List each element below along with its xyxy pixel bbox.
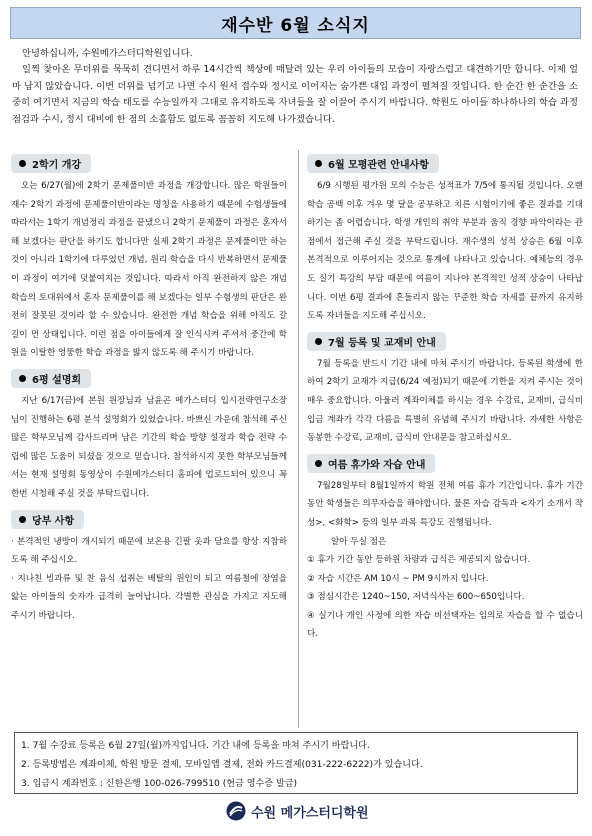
vacation-subtitle: 알아 두실 점은 xyxy=(331,536,387,547)
column-divider xyxy=(298,150,299,728)
section-heading-requests: 당부 사항 xyxy=(11,510,84,529)
title-bar xyxy=(10,7,581,39)
semester2-body: 오는 6/27(월)에 2학기 문제풀이반 과정을 개강합니다. 많은 학원들이 재수 2학기 과정에 문제풀이반이라는 명칭을 사용하기 때문에 수험생들에 따라서는 1학기 개념정리 과정을 끝냈으니 2학기 문제풀이 과정은 혼자서 해 보겠다는 판단을 하기도 합니다만 실제 2학기 과정은 문제풀이만 하는 것이 아니라 1학기에 다루었던 개념, 원리 학습을 다시 반복하면서 문제풀이 과정이 여기에 덧붙여지는 것입니다. 따라서 아직 완전하지 않은 개념 학습의 토대위에서 혼자 문제풀이를 해 보겠다는 일부 수험생의 판단은 완전히 잘못된 것이라 할 수 있습니다. 완전한 개념 학습을 위해 아직도 갈 길이 먼 상태입니다. 이런 점을 아이들에게 잘 인식시켜 주셔서 중간에 학원을 이탈한 엉뚱한 학습 과정을 밟지 않도록 해 주시기 바랍니다. xyxy=(11,181,287,359)
logo-text: 수원 메가스터디학원 xyxy=(251,805,369,821)
section-heading-vacation: 여름 휴가와 자습 안내 xyxy=(307,454,435,473)
bullet-icon xyxy=(315,160,322,167)
section-heading-seminar: 6평 설명회 xyxy=(11,369,91,388)
requests-body xyxy=(11,533,287,626)
bullet-icon xyxy=(315,338,322,345)
right-column xyxy=(307,152,583,648)
bullet-icon xyxy=(19,516,26,523)
vacation-item: ③ 점심시간은 1240~150, 저녁식사는 600~650입니다. xyxy=(307,592,525,603)
page-title: 재수반 6월 소식지 xyxy=(221,15,370,36)
intro xyxy=(12,46,578,128)
request-item: · 지나친 빙과류 및 찬 음식 섭취는 배탈의 원인이 되고 여름철에 장염을 앓는 아이들의 숫자가 급격히 늘어납니다. 각별한 관심을 가지고 지도해 주시기 바랍니다. xyxy=(11,573,287,621)
vacation-item: ② 자습 시간은 AM 10시 ~ PM 9시까지 입니다. xyxy=(307,573,489,584)
intro-paragraph: 일찍 찾아온 무더위를 묵묵히 견디면서 하루 14시간씩 책상에 매달려 있는 우리 아이들의 모습이 자랑스럽고 대견하기만 합니다. 이제 얼마 남지 않았습니다. 이번 더위를 넘기고 나면 수시 원서 접수와 정시로 이어지는 숨가쁜 대입 과정이 펼쳐질 것입니다. 한 순간 한 순간을 소중히 여기면서 지금의 학습 태도를 수능일까지 그대로 유지하도록 자녀들을 잘 이끌어 주시기 바랍니다. 학원도 아이들 하나하나의 학습 과정 점검과 수시, 정시 대비에 한 점의 소홀함도 없도록 꼼꼼히 지도해 나가겠습니다. xyxy=(12,64,578,125)
notice-item: 1. 7월 수강료 등록은 6월 27일(월)까지입니다. 기간 내에 등록을 마쳐 주시기 바랍니다. xyxy=(21,741,370,751)
notice-item: 3. 입금시 계좌번호 : 신한은행 100-026-799510 (현금 영수증 발급) xyxy=(21,779,298,789)
seminar-body: 지난 6/17(금)에 본원 원장님과 남윤곤 메가스터디 입시전략연구소장님이 진행하는 6평 분석 설명회가 있었습니다. 바쁘신 가운데 참석해 주신 많은 학부모님께 감사드리며 남은 기간의 학습 방향 설정과 학습 전략 수립에 많은 도움이 되셨을 것으로 믿습니다. 참석하시지 못한 학부모님들께서는 현재 설명회 동영상이 수원메가스터디 홈피에 업로드되어 있으니 꼭 한번 시청해 주실 것을 부탁드립니다. xyxy=(11,395,287,499)
registration-body: 7월 등록을 반드시 기간 내에 마쳐 주시기 바랍니다. 등록된 학생에 한하여 2학기 교재가 지급(6/24 예정)되기 때문에 기한을 지켜 주시는 것이 매우 중요합니다. 아울러 계좌이체를 하시는 경우 수강료, 교재비, 급식비 입금 계좌가 각각 다름을 특별히 유념해 주시기 바랍니다. 자세한 사항은 동봉한 수강료, 교재비, 급식비 안내문을 참고하십시오. xyxy=(307,358,583,444)
section-heading-semester2: 2학기 개강 xyxy=(11,154,91,173)
academy-logo xyxy=(226,800,369,822)
bullet-icon xyxy=(19,375,26,382)
vacation-body xyxy=(307,477,583,644)
greeting: 안녕하십니까, 수원메가스터디학원입니다. xyxy=(22,48,193,59)
vacation-intro: 7월28일부터 8월1일까지 학원 전체 여름 휴가 기간입니다. 휴가 기간 동안 학생들은 의무자습을 해야합니다. 물론 자습 감독과 <자기 소개서 작성>, <화학> 등의 일부 과목 특강도 진행됩니다. xyxy=(307,480,583,528)
vacation-item: ④ 실기나 개인 사정에 의한 자습 비선택자는 임의로 자습을 할 수 없습니다. xyxy=(307,610,583,640)
mock-body: 6/9 시행된 평가원 모의 수능은 성적표가 7/5에 통지될 것입니다. 오랜 학습 공백 이후 겨우 몇 달을 공부하고 치른 시험이기에 좋은 결과를 기대하기는 좀 어렵습니다. 학생 개인의 취약 부분과 움직 경향 파악이라는 관점에서 접근해 주실 것을 부탁드립니다. 재수생의 성적 상승은 6월 이후 본격적으로 이루어지는 것으로 통계에 나타나고 있습니다. 예체능의 경우도 실기 특강의 부담 때문에 여름이 지나야 본격적인 성적 상승이 나타납니다. 이번 6평 결과에 흔들리지 않는 꾸준한 학습 자세를 끝까지 유지하도록 자녀들을 지도해 주십시오. xyxy=(307,181,583,322)
logo-icon xyxy=(226,801,246,821)
section-heading-registration: 7월 등록 및 교재비 안내 xyxy=(307,332,446,351)
request-item: · 본격적인 냉방이 개시되기 때문에 보온용 긴팔 옷과 담요를 항상 지참하도록 해 주십시오. xyxy=(11,536,287,566)
vacation-item: ① 휴가 기간 동안 등하원 차량과 급식은 제공되지 않습니다. xyxy=(307,555,531,566)
bullet-icon xyxy=(19,160,26,167)
notice-item: 2. 등록방법은 계좌이체, 학원 방문 결제, 모바일앱 결제, 전화 카드결제(031-222-6222)가 있습니다. xyxy=(21,760,423,770)
left-column xyxy=(11,152,287,629)
bullet-icon xyxy=(315,460,322,467)
section-heading-mock: 6월 모평관련 안내사항 xyxy=(307,154,439,173)
notice-box xyxy=(14,732,578,794)
